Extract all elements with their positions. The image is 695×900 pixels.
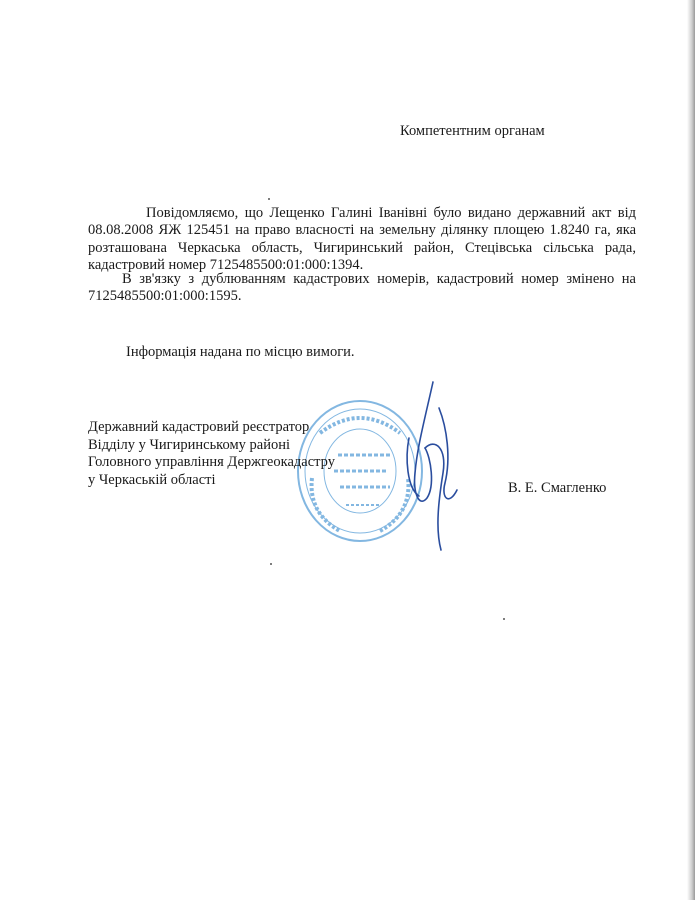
scan-speck bbox=[503, 618, 505, 620]
signer-name: В. Е. Смагленко bbox=[508, 480, 607, 496]
scan-speck bbox=[270, 563, 272, 565]
paragraph-number-change: В зв'язку з дублюванням кадастрових номерів, кадастровий номер змінено на 7125485500:01:000:1595. bbox=[88, 271, 636, 305]
paragraph-notice: Повідомляємо, що Лещенко Галині Іванівні було видано державний акт від 08.08.2008 ЯЖ 125451 на право власності на земельну ділянку площею 1.8240 га, яка розташована Черкаська область, Чигиринський район, Стецівська сільська рада, кадастровий номер 7125485500:01:000:1394. bbox=[88, 205, 636, 274]
handwritten-signature bbox=[395, 378, 465, 553]
signatory-department: Відділу у Чигиринському районі bbox=[88, 436, 290, 453]
signatory-block bbox=[88, 419, 335, 489]
signatory-office: Головного управління Держгеокадастру bbox=[88, 454, 335, 471]
signatory-region: у Черкаській області bbox=[88, 471, 216, 488]
scan-edge-shadow bbox=[687, 0, 695, 900]
scan-speck bbox=[268, 198, 270, 200]
addressee: Компетентним органам bbox=[400, 123, 545, 139]
paragraph-info: Інформація надана по місцю вимоги. bbox=[126, 344, 355, 360]
signatory-position: Державний кадастровий реєстратор bbox=[88, 419, 310, 435]
